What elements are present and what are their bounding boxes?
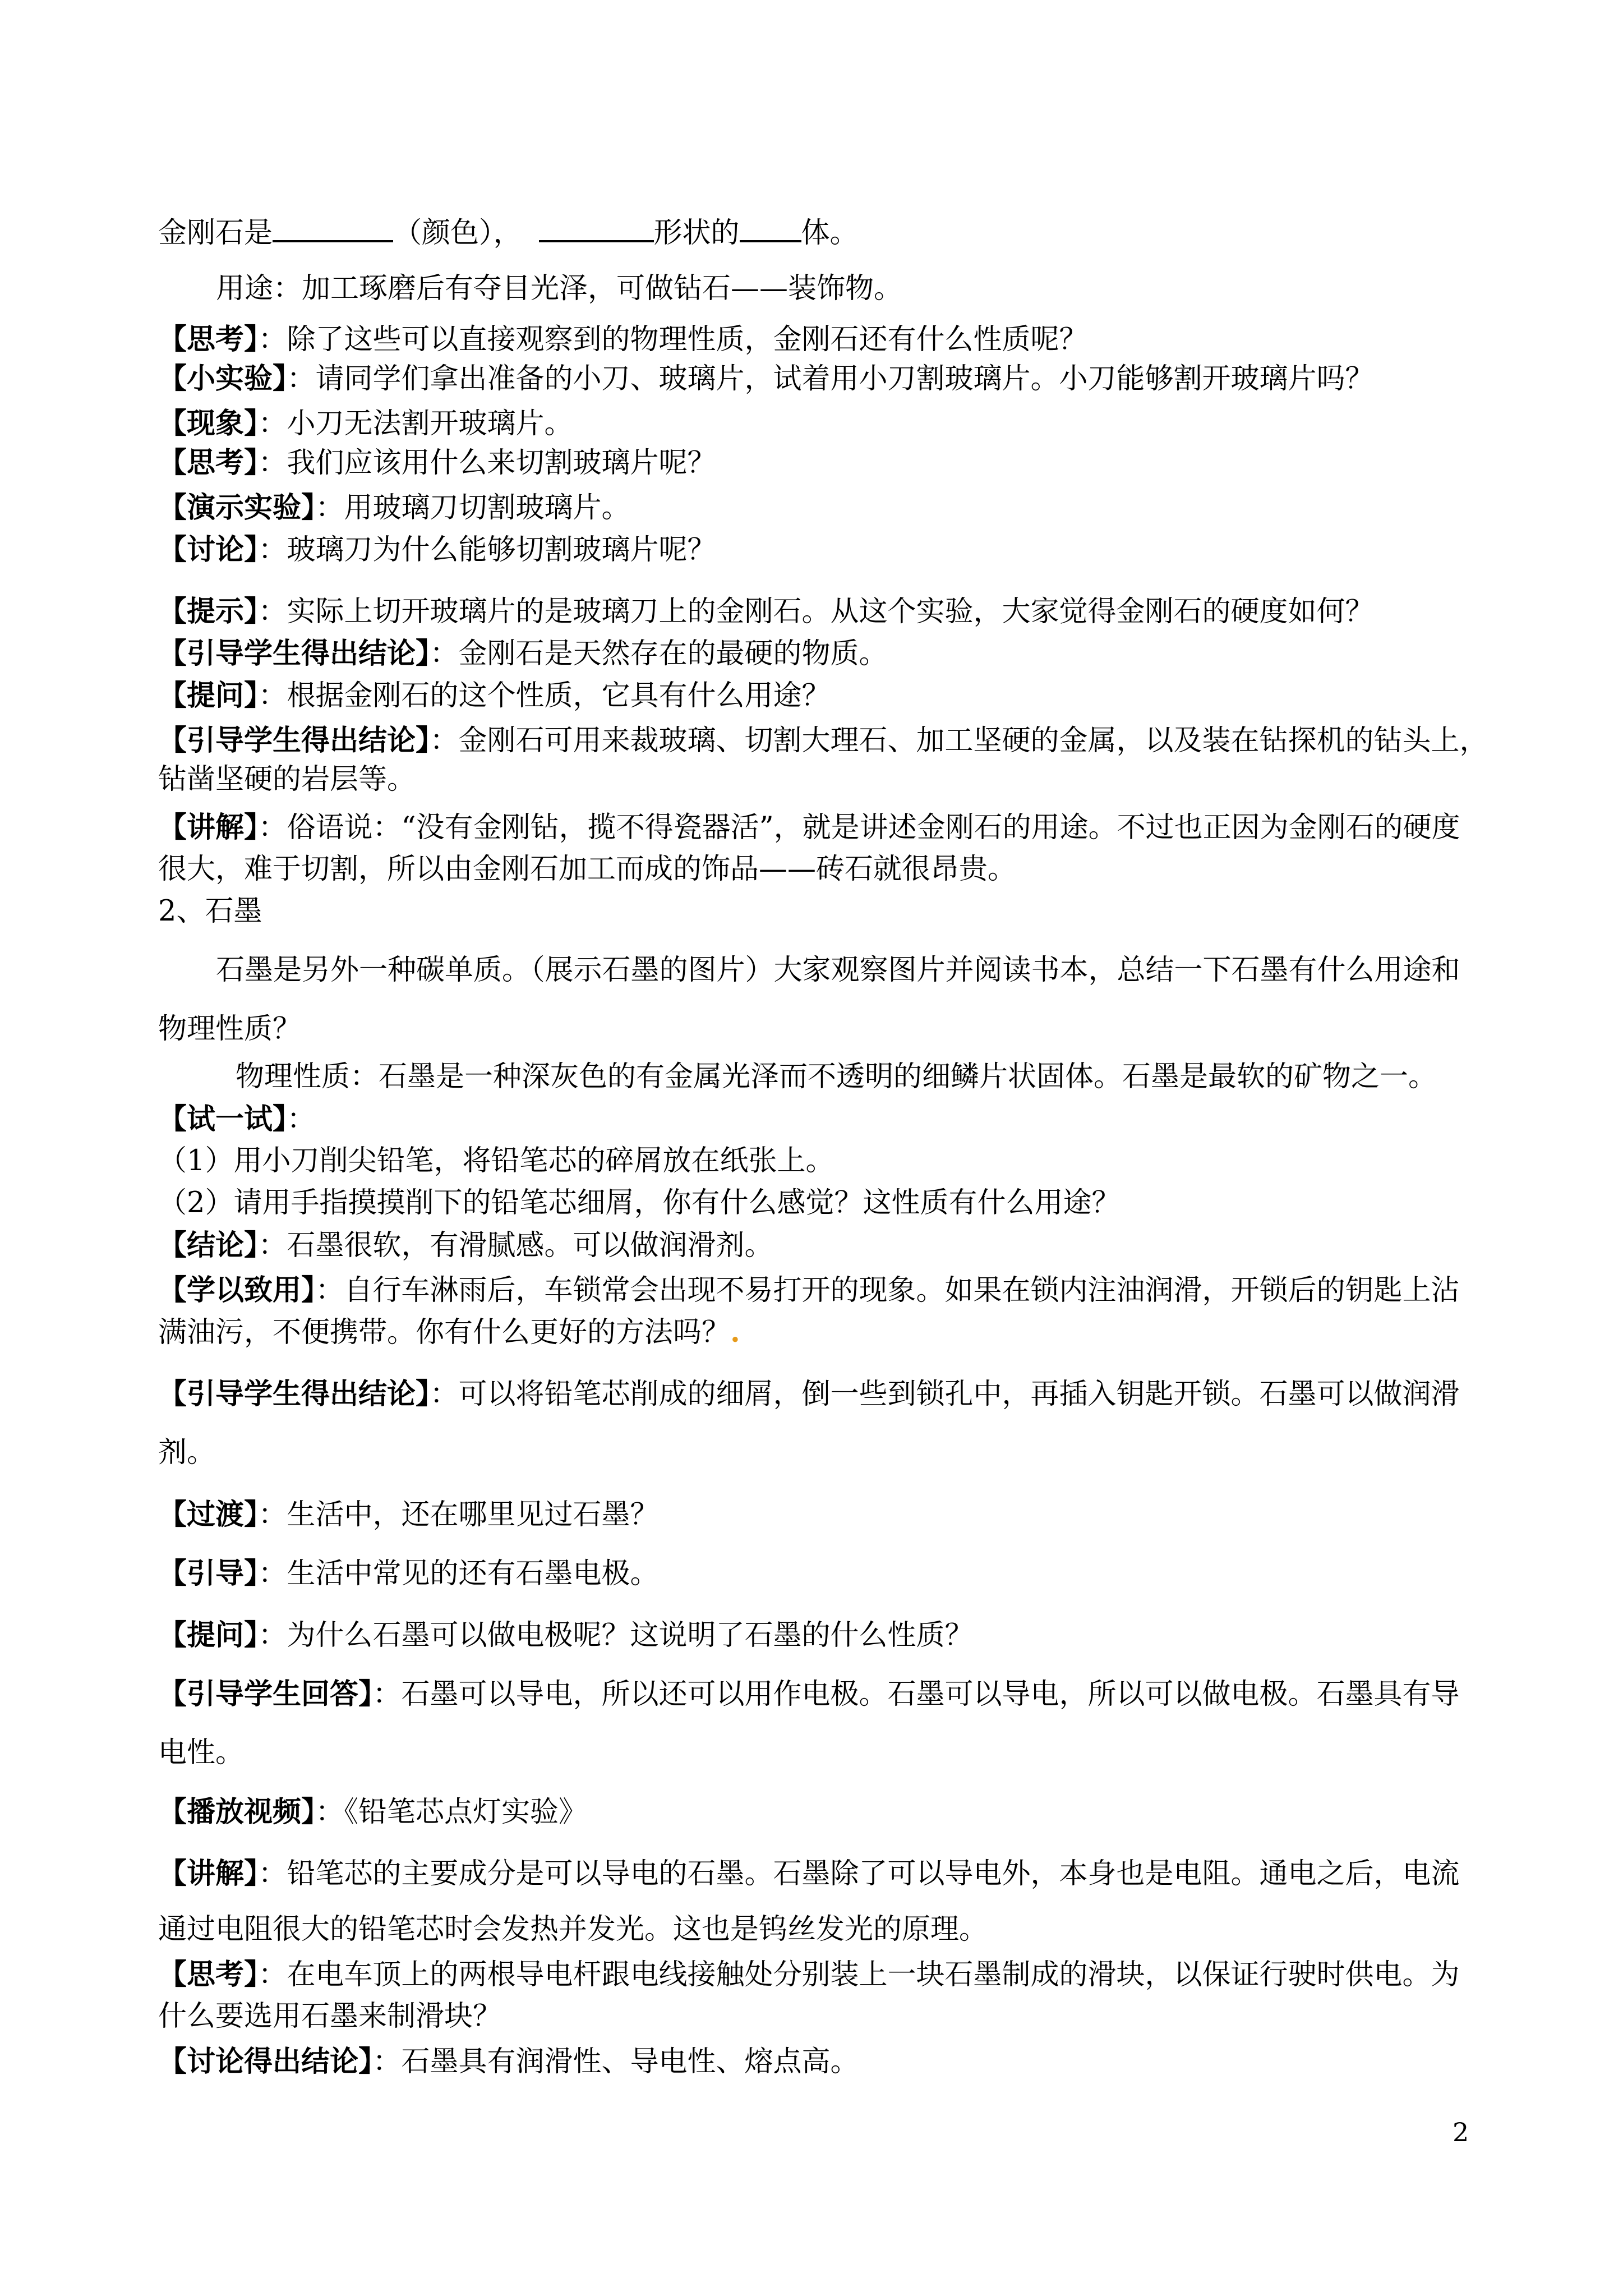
section-tag: 【讲解】 bbox=[158, 1857, 259, 1890]
text-line bbox=[158, 1144, 1482, 1178]
section-tag: 【现象】 bbox=[158, 407, 259, 440]
section-tag: 【引导学生得出结论】 bbox=[158, 637, 430, 670]
text-line bbox=[158, 1013, 1482, 1046]
line-text: 通过电阻很大的铅笔芯时会发热并发光。这也是钨丝发光的原理。 bbox=[158, 1913, 988, 1946]
section-tag: 【引导】 bbox=[158, 1557, 259, 1590]
section-tag: 【引导学生回答】 bbox=[158, 1677, 373, 1711]
text-line bbox=[158, 595, 1482, 629]
text-line bbox=[158, 1102, 1482, 1137]
line-text: ：可以将铅笔芯削成的细屑，倒一些到锁孔中，再插入钥匙开锁。石墨可以做润滑 bbox=[430, 1378, 1460, 1411]
text-line bbox=[158, 1273, 1482, 1308]
line-text: ：生活中，还在哪里见过石墨？ bbox=[258, 1498, 659, 1531]
text-line bbox=[158, 1736, 1482, 1770]
line-text: ：金刚石可用来裁玻璃、切割大理石、加工坚硬的金属，以及装在钻探机的钻头上， bbox=[430, 724, 1488, 757]
section-tag: 【提问】 bbox=[158, 1618, 259, 1652]
line-text: ： bbox=[287, 1103, 316, 1136]
section-tag: 【播放视频】 bbox=[158, 1795, 316, 1829]
section-tag: 【提问】 bbox=[158, 679, 259, 712]
line-text: ：石墨很软，有滑腻感。可以做润滑剂。 bbox=[258, 1229, 773, 1262]
blank-shape[interactable] bbox=[539, 213, 654, 242]
line-text: ：自行车淋雨后，车锁常会出现不易打开的现象。如果在锁内注油润滑，开锁后的钥匙上沾 bbox=[315, 1274, 1460, 1307]
line-text: ：《铅笔芯点灯实验》 bbox=[315, 1796, 588, 1829]
section-tag: 【讨论得出结论】 bbox=[158, 2045, 373, 2078]
section-tag: 【演示实验】 bbox=[158, 491, 316, 524]
line-text: 体。 bbox=[801, 217, 859, 250]
text-line bbox=[158, 637, 1482, 671]
line-text: 电性。 bbox=[158, 1736, 245, 1769]
fill-in-line bbox=[158, 213, 1482, 250]
text-line bbox=[158, 2045, 1482, 2079]
page-number: 2 bbox=[1453, 2117, 1469, 2147]
line-text: ：铅笔芯的主要成分是可以导电的石墨。石墨除了可以导电外，本身也是电阻。通电之后，电流 bbox=[258, 1857, 1460, 1890]
line-text: 形状的 bbox=[653, 217, 740, 250]
text-line bbox=[158, 407, 1482, 441]
section-tag: 【讨论】 bbox=[158, 533, 259, 567]
line-text: 用途：加工琢磨后有夺目光泽，可做钻石——装饰物。 bbox=[216, 272, 903, 305]
line-text: 2、石墨 bbox=[158, 895, 262, 928]
line-text: 石墨是另外一种碳单质。（展示石墨的图片）大家观察图片并阅读书本，总结一下石墨有什么用途和 bbox=[216, 954, 1460, 987]
text-line bbox=[158, 491, 1482, 525]
line-text: 什么要选用石墨来制滑块？ bbox=[158, 2000, 502, 2033]
text-line bbox=[158, 1913, 1482, 1947]
section-tag: 【学以致用】 bbox=[158, 1273, 316, 1307]
line-text: （1）用小刀削尖铅笔，将铅笔芯的碎屑放在纸张上。 bbox=[158, 1144, 834, 1177]
text-line bbox=[158, 811, 1482, 845]
line-text: ：除了这些可以直接观察到的物理性质，金刚石还有什么性质呢？ bbox=[258, 323, 1088, 356]
line-text: ：为什么石墨可以做电极呢？这说明了石墨的什么性质？ bbox=[258, 1619, 974, 1652]
text-line bbox=[158, 1857, 1482, 1891]
line-text: 很大，难于切割，所以由金刚石加工而成的饰品——砖石就很昂贵。 bbox=[158, 853, 1017, 886]
text-line bbox=[158, 1677, 1482, 1711]
text-line bbox=[216, 954, 1539, 987]
section-tag: 【讲解】 bbox=[158, 811, 259, 844]
section-tag: 【引导学生得出结论】 bbox=[158, 724, 430, 757]
section-tag: 【结论】 bbox=[158, 1228, 259, 1262]
text-line bbox=[158, 724, 1488, 758]
text-line bbox=[158, 1958, 1482, 1992]
blank-state[interactable] bbox=[740, 213, 801, 242]
line-text: ：用玻璃刀切割玻璃片。 bbox=[315, 491, 630, 524]
text-line bbox=[158, 1618, 1482, 1653]
section-tag: 【引导学生得出结论】 bbox=[158, 1377, 430, 1411]
line-text: ：小刀无法割开玻璃片。 bbox=[258, 407, 573, 440]
text-line bbox=[158, 533, 1482, 567]
line-text: （2）请用手指摸摸削下的铅笔芯细屑，你有什么感觉？这性质有什么用途？ bbox=[158, 1186, 1121, 1220]
line-text: 物理性质？ bbox=[158, 1013, 302, 1046]
line-text: 剂。 bbox=[158, 1436, 216, 1469]
text-line bbox=[158, 1315, 1482, 1350]
line-text: ：根据金刚石的这个性质，它具有什么用途？ bbox=[258, 679, 831, 712]
text-line bbox=[158, 446, 1482, 480]
line-text: ：实际上切开玻璃片的是玻璃刀上的金刚石。从这个实验，大家觉得金刚石的硬度如何？ bbox=[258, 595, 1374, 628]
line-text: 满油污，不便携带。你有什么更好的方法吗？ bbox=[158, 1316, 731, 1349]
text-line bbox=[158, 1498, 1482, 1532]
line-text: ：生活中常见的还有石墨电极。 bbox=[258, 1557, 659, 1590]
text-line bbox=[158, 763, 1482, 797]
text-line bbox=[158, 895, 1482, 928]
section-tag: 【过渡】 bbox=[158, 1498, 259, 1531]
text-line bbox=[158, 853, 1482, 886]
line-text: （颜色）， bbox=[393, 217, 522, 250]
text-line bbox=[158, 1795, 1482, 1829]
line-text: ：请同学们拿出准备的小刀、玻璃片，试着用小刀割玻璃片。小刀能够割开玻璃片吗？ bbox=[287, 362, 1374, 395]
text-line bbox=[216, 272, 1539, 306]
section-tag: 【思考】 bbox=[158, 323, 259, 356]
blank-color[interactable] bbox=[273, 213, 393, 242]
line-text: 物理性质：石墨是一种深灰色的有金属光泽而不透明的细鳞片状固体。石墨是最软的矿物之一。 bbox=[236, 1060, 1437, 1093]
text-line bbox=[158, 1377, 1482, 1411]
text-line bbox=[158, 362, 1482, 396]
line-text: 钻凿坚硬的岩层等。 bbox=[158, 763, 416, 796]
text-line bbox=[158, 679, 1482, 713]
text-line bbox=[158, 2000, 1482, 2033]
line-text: 金刚石是 bbox=[158, 217, 273, 250]
text-line bbox=[158, 1436, 1482, 1470]
text-line bbox=[158, 1557, 1482, 1591]
text-line bbox=[158, 1186, 1482, 1220]
section-tag: 【小实验】 bbox=[158, 362, 287, 395]
line-text: ：我们应该用什么来切割玻璃片呢？ bbox=[258, 447, 716, 480]
line-text: ：玻璃刀为什么能够切割玻璃片呢？ bbox=[258, 533, 716, 567]
line-text: ：石墨可以导电，所以还可以用作电极。石墨可以导电，所以可以做电极。石墨具有导 bbox=[372, 1678, 1460, 1711]
section-tag: 【提示】 bbox=[158, 595, 259, 628]
line-text: ：石墨具有润滑性、导电性、熔点高。 bbox=[372, 2045, 859, 2078]
text-line bbox=[158, 1228, 1482, 1263]
section-tag: 【思考】 bbox=[158, 446, 259, 480]
line-text: ：在电车顶上的两根导电杆跟电线接触处分别装上一块石墨制成的滑块，以保证行驶时供电。为 bbox=[258, 1958, 1460, 1991]
line-text: ：金刚石是天然存在的最硬的物质。 bbox=[430, 637, 888, 670]
text-line bbox=[236, 1060, 1559, 1094]
section-tag: 【试一试】 bbox=[158, 1102, 287, 1136]
text-line bbox=[158, 323, 1482, 357]
orange-dot-mark: . bbox=[730, 1315, 740, 1349]
section-tag: 【思考】 bbox=[158, 1958, 259, 1991]
line-text: ：俗语说：“没有金刚钻，揽不得瓷器活”，就是讲述金刚石的用途。不过也正因为金刚石的硬度 bbox=[258, 811, 1460, 844]
